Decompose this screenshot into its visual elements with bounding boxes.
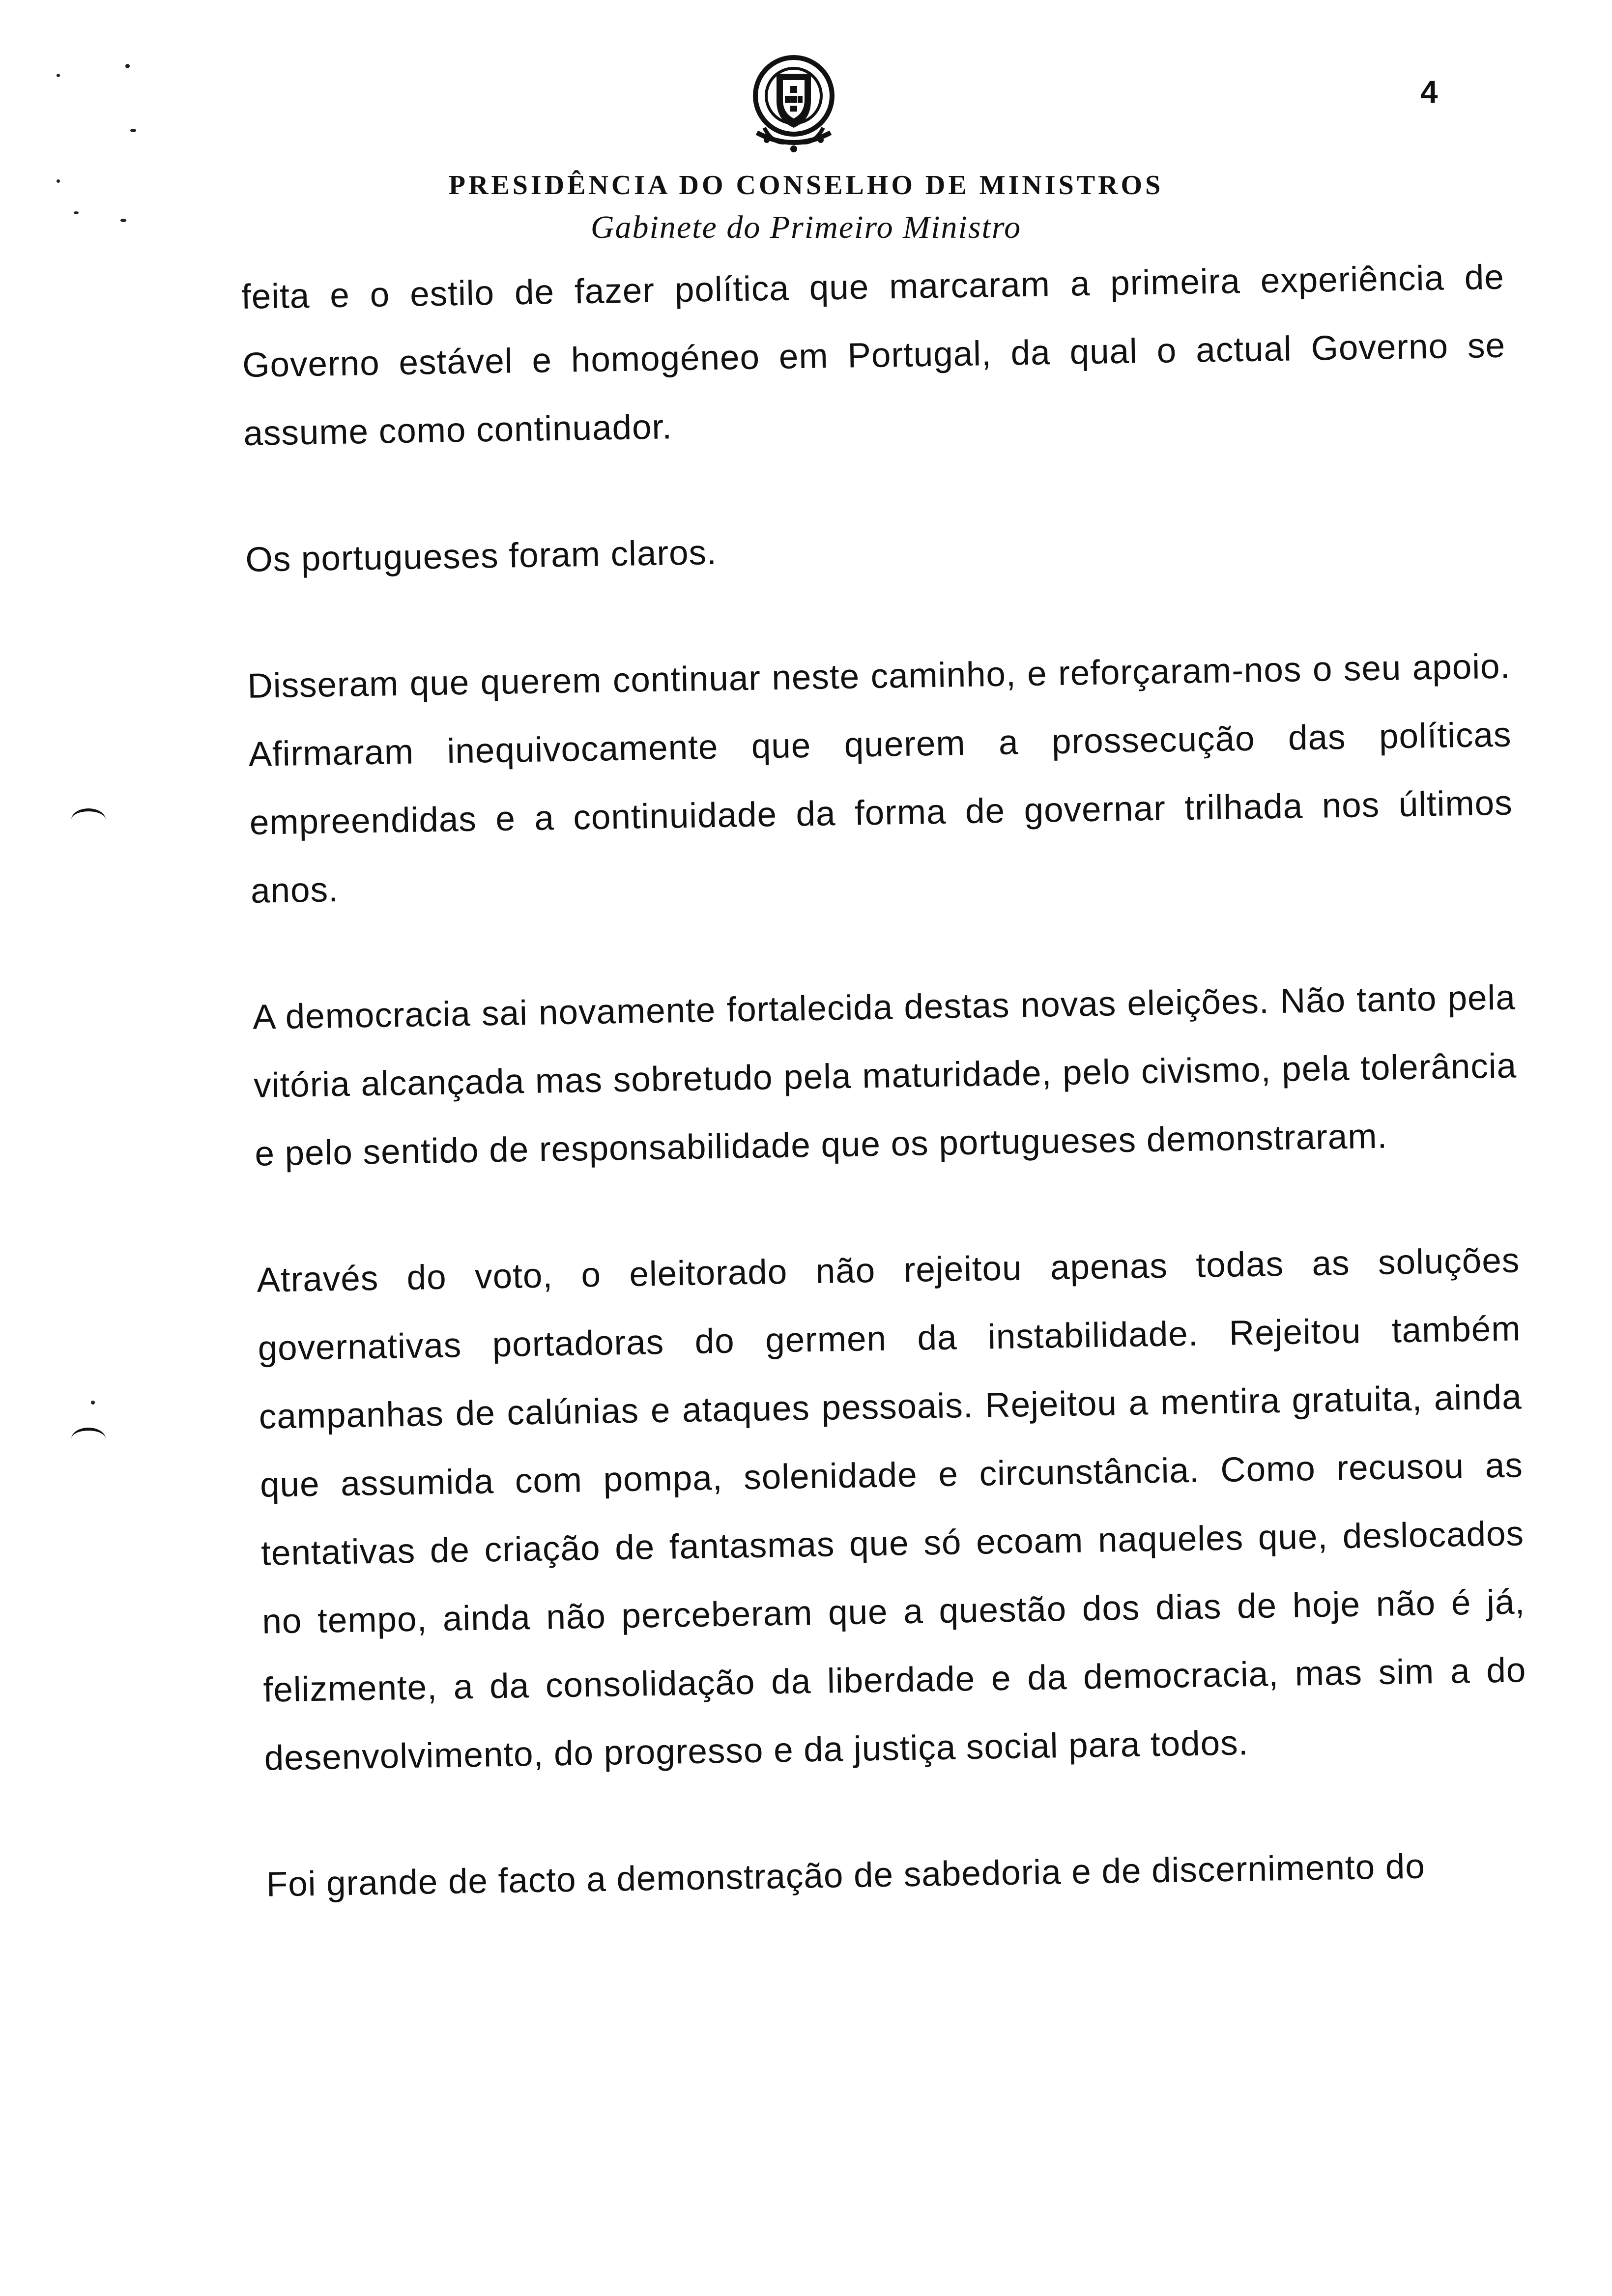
margin-bracket-mark [71, 808, 106, 831]
letter-body [241, 243, 1530, 1919]
scan-dot [130, 129, 136, 132]
margin-bracket-mark [71, 1428, 106, 1450]
scan-dot [74, 211, 79, 214]
paragraph: A democracia sai novamente fortalecida destas novas eleições. Não tanto pela vitória alcançada mas sobretudo pela maturidade, pelo civismo, pela tolerância e pelo sentido de responsabilidade que os portugueses demonstraram. [252, 978, 1517, 1174]
paragraph: Disseram que querem continuar neste caminho, e reforçaram-nos o seu apoio. Afirmaram inequivocamente que querem a prossecução das políticas empreendidas e a continuidade da forma de governar trilhada nos últimos anos. [247, 647, 1513, 911]
scan-dot [91, 1401, 95, 1405]
page-number: 4 [1420, 74, 1438, 110]
scan-dot [57, 74, 60, 77]
scan-dot [120, 219, 126, 222]
paragraph: Através do voto, o eleitorado não rejeitou apenas todas as soluções governativas portadoras do germen da instabilidade. Rejeitou também campanhas de calúnias e ataques pessoais. Rejeitou a mentira gratuita, ainda que assumida com pompa, solenidade e circunstância. Como recusou as tentativas de criação de fantasmas que só ecoam naqueles que, deslocados no tempo, ainda não perceberam que a questão dos dias de hoje não é já, felizmente, a da consolidação da liberdade e da democracia, mas sim a do desenvolvimento, do progresso e da justiça social para todos. [256, 1241, 1526, 1778]
paragraph: feita e o estilo de fazer política que marcaram a primeira experiência de Governo estável e homogéneo em Portugal, da qual o actual Governo se assume como continuador. [241, 258, 1506, 453]
office-name: Gabinete do Primeiro Ministro [590, 209, 1022, 245]
paragraph: Os portugueses foram claros. [245, 533, 718, 579]
paragraph: Foi grande de facto a demonstração de sabedoria e de discernimento do [266, 1847, 1426, 1904]
coat-of-arms-icon [737, 47, 850, 160]
institution-name: PRESIDÊNCIA DO CONSELHO DE MINISTROS [448, 170, 1164, 201]
scan-dot [125, 64, 130, 68]
scan-dot [57, 179, 60, 183]
